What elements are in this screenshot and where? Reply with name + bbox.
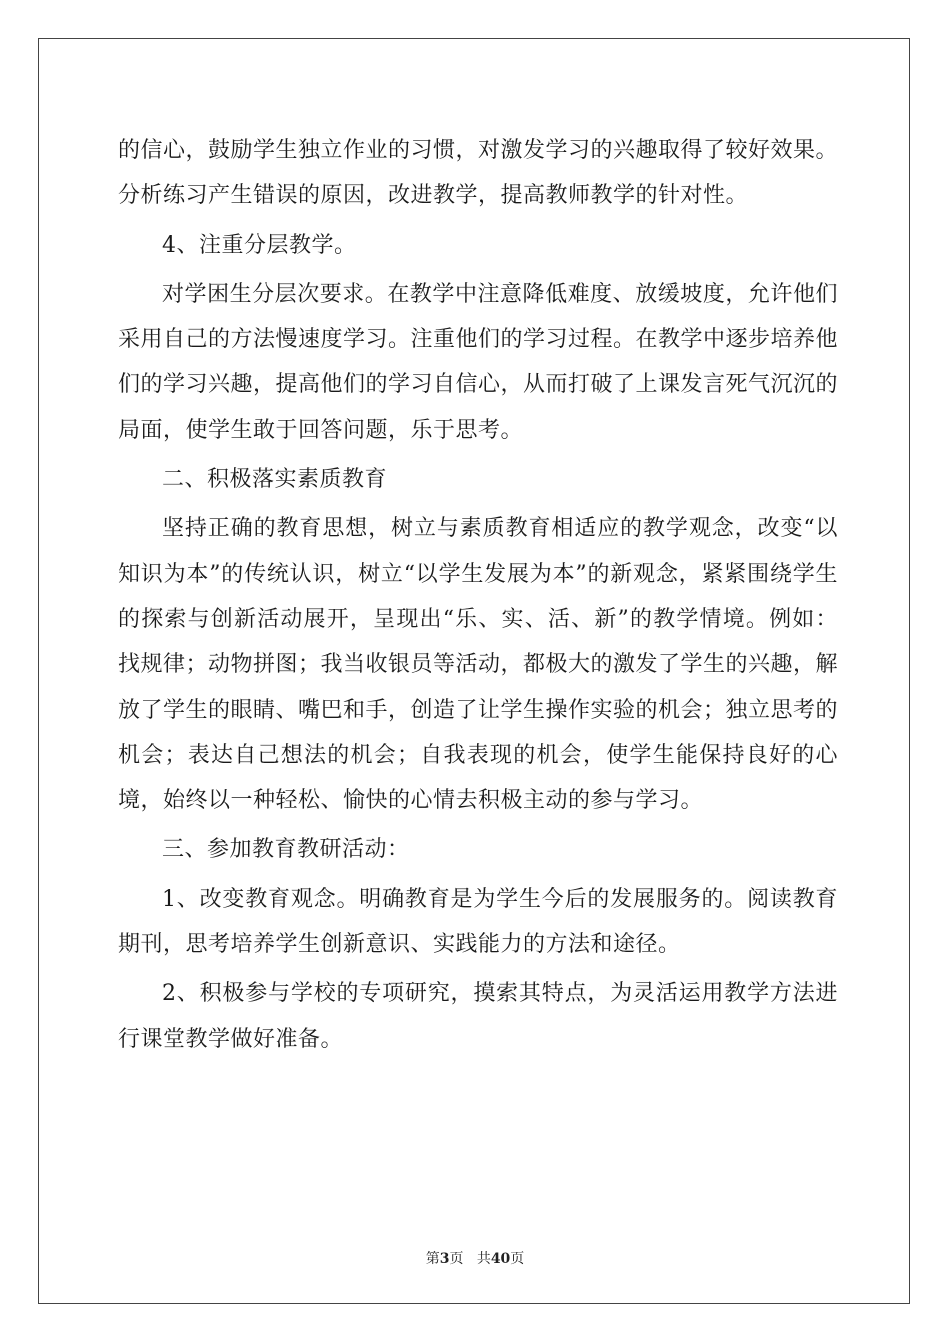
heading-quality-education: 二、积极落实素质教育 [162, 467, 388, 493]
paragraph-continuation: 的信心，鼓励学生独立作业的习惯，对激发学习的兴趣取得了较好效果。分析练习产生错误的原因，改进教学，提高教师教学的针对性。 [118, 138, 839, 209]
heading-research-activities: 三、参加教育教研活动： [162, 837, 410, 863]
page-footer [0, 1248, 950, 1268]
footer-current-page: 3 [439, 1251, 450, 1267]
footer-total-pages: 40 [490, 1251, 511, 1267]
document-body [118, 128, 838, 1066]
footer-total-prefix: 共 [476, 1251, 491, 1267]
paragraph-research-item-2: 2、积极参与学校的专项研究，摸索其特点，为灵活运用教学方法进行课堂教学做好准备。 [118, 981, 838, 1052]
subheading-layered-teaching: 4、注重分层教学。 [162, 232, 357, 258]
paragraph-layered-teaching: 对学困生分层次要求。在教学中注意降低难度、放缓坡度，允许他们采用自己的方法慢速度学习。注重他们的学习过程。在教学中逐步培养他们的学习兴趣，提高他们的学习自信心，从而打破了上课发言死气沉沉的局面，使学生敢于回答问题，乐于思考。 [118, 281, 839, 443]
paragraph-quality-education: 坚持正确的教育思想，树立与素质教育相适应的教学观念，改变“以知识为本”的传统认识，树立“以学生发展为本”的新观念，紧紧围绕学生的探索与创新活动展开，呈现出“乐、实、活、新”的教学情境。例如：找规律；动物拼图；我当收银员等活动，都极大的激发了学生的兴趣，解放了学生的眼睛、嘴巴和手，创造了让学生操作实验的机会；独立思考的机会；表达自己想法的机会；自我表现的机会，使学生能保持良好的心境，始终以一种轻松、愉快的心情去积极主动的参与学习。 [118, 516, 839, 814]
footer-prefix: 第 [425, 1251, 440, 1267]
footer-total-suffix: 页 [510, 1251, 525, 1267]
paragraph-research-item-1: 1、改变教育观念。明确教育是为学生今后的发展服务的。阅读教育期刊，思考培养学生创新意识、实践能力的方法和途径。 [118, 886, 838, 958]
footer-page-suffix: 页 [449, 1251, 464, 1267]
